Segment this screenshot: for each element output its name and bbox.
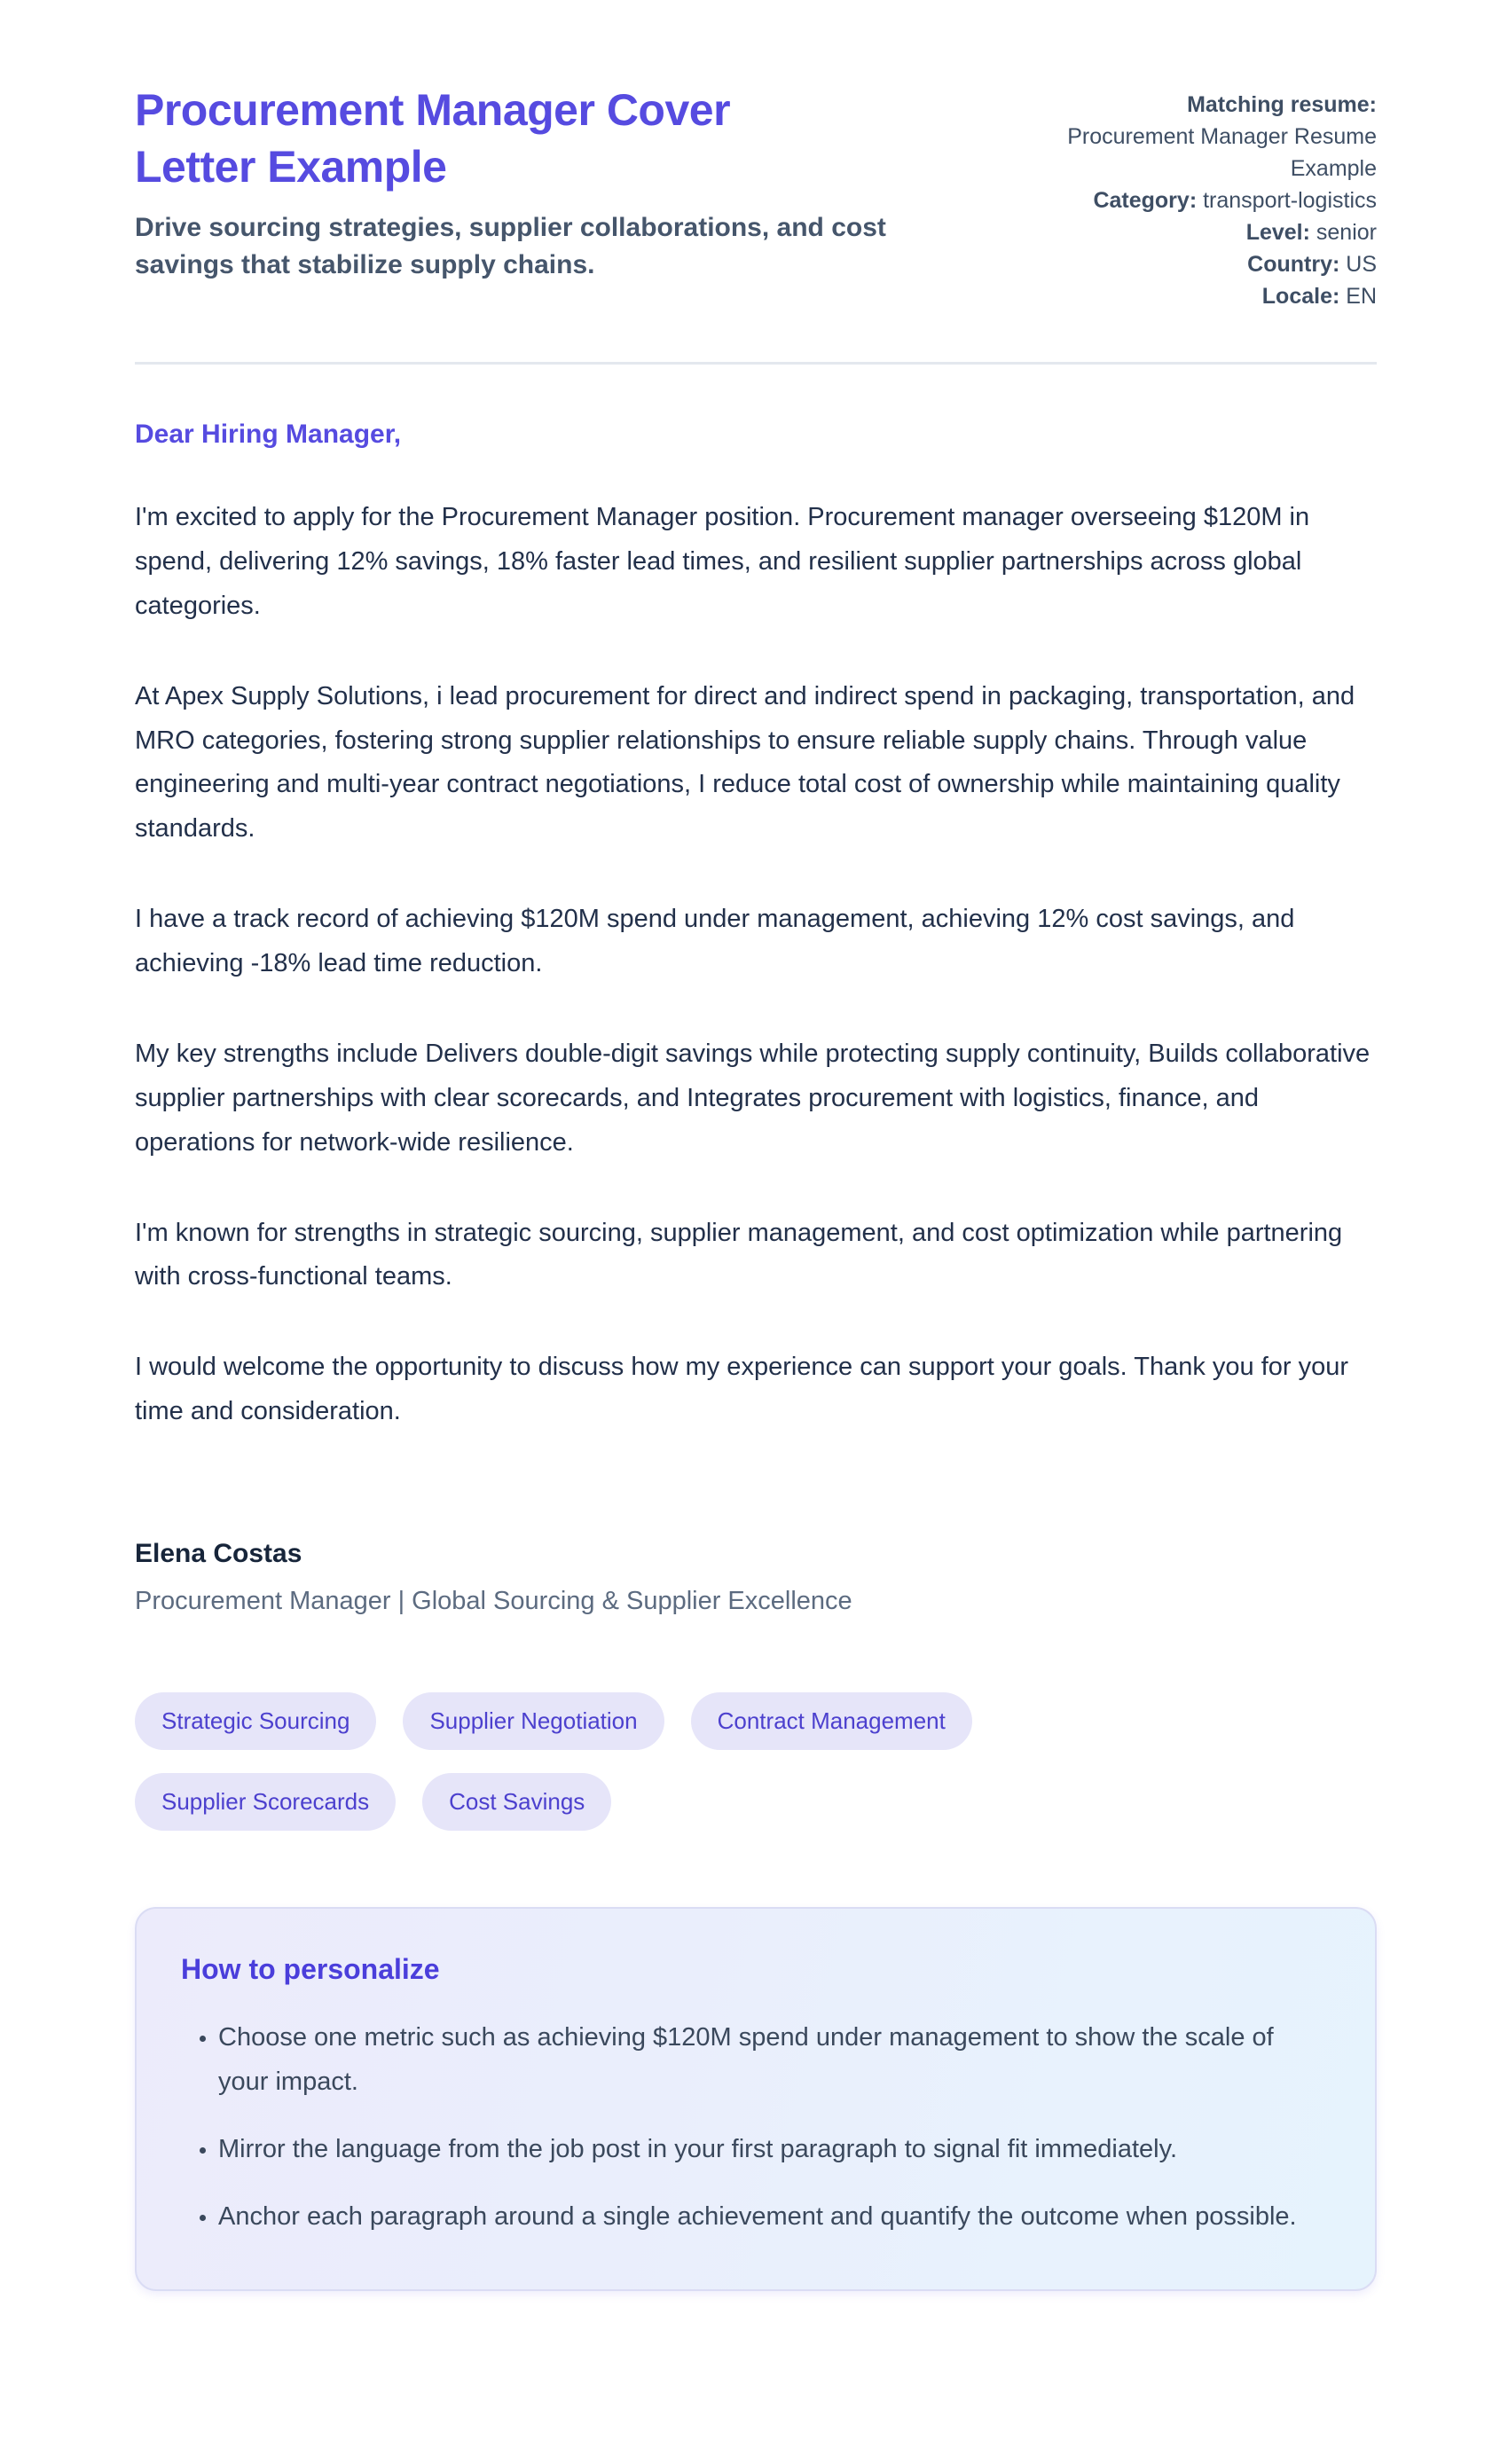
letter-paragraph: I'm excited to apply for the Procurement Manager position. Procurement manager overseeing $120M in spend, delivering 12% savings, 18% faster lead times, and resilient supplier partnerships across global categories. xyxy=(135,503,1310,620)
meta-field-value: transport-logistics xyxy=(1203,188,1377,213)
personalize-title: How to personalize xyxy=(181,1953,440,1986)
title-block xyxy=(135,82,1022,284)
meta-field xyxy=(1057,248,1377,280)
meta-field xyxy=(1057,216,1377,248)
meta-field xyxy=(1057,280,1377,312)
meta-field-label: Locale: xyxy=(1261,284,1340,309)
letter-paragraph: I'm known for strengths in strategic sourcing, supplier management, and cost optimization while partnering with cross-functional teams. xyxy=(135,1218,1343,1291)
skill-tag[interactable]: Cost Savings xyxy=(422,1773,611,1831)
letter-paragraph: I would welcome the opportunity to discuss how my experience can support your goals. Thank you for your time and consideration. xyxy=(135,1353,1349,1426)
skill-tag[interactable]: Contract Management xyxy=(691,1692,972,1750)
meta-field-label: Level: xyxy=(1245,220,1310,245)
signature-name: Elena Costas xyxy=(135,1539,302,1568)
skill-tag[interactable]: Strategic Sourcing xyxy=(135,1692,376,1750)
skill-tags xyxy=(135,1692,1235,1831)
page-subtitle: Drive sourcing strategies, supplier collaborations, and cost savings that stabilize supply chains. xyxy=(135,213,886,279)
skill-tag[interactable]: Supplier Scorecards xyxy=(135,1773,396,1831)
salutation: Dear Hiring Manager, xyxy=(135,420,402,449)
meta-fields xyxy=(1057,184,1377,312)
meta-field-value: senior xyxy=(1316,220,1377,245)
meta-field-label: Country: xyxy=(1247,252,1340,277)
letter-paragraph: I have a track record of achieving $120M spend under management, achieving 12% cost savings, and achieving -18% lead time reduction. xyxy=(135,905,1295,977)
personalize-callout xyxy=(135,1907,1377,2291)
personalize-tip: • Anchor each paragraph around a single achievement and quantify the outcome when possible. xyxy=(218,2195,1322,2240)
meta-field-label: Category: xyxy=(1093,188,1198,213)
personalize-tip: • Choose one metric such as achieving $120M spend under management to show the scale of your impact. xyxy=(218,2016,1322,2105)
header-divider xyxy=(135,362,1377,365)
page-title: Procurement Manager Cover Letter Example xyxy=(135,85,731,192)
page-header xyxy=(135,82,1377,312)
meta-field-value: US xyxy=(1346,252,1377,277)
letter-paragraphs xyxy=(135,496,1377,1434)
personalize-tips xyxy=(181,2016,1322,2240)
matching-resume-link[interactable]: Procurement Manager Resume Example xyxy=(1067,124,1377,181)
signature-title: Procurement Manager | Global Sourcing & Supplier Excellence xyxy=(135,1587,852,1615)
matching-resume-label: Matching resume: xyxy=(1187,92,1377,117)
letter-paragraph: My key strengths include Delivers double-digit savings while protecting supply continuity, Builds collaborative supplier partnerships with clear scorecards, and Integrates procurement with logistics, finance, and operations for network-wide resilience. xyxy=(135,1039,1371,1157)
letter-paragraph: At Apex Supply Solutions, i lead procurement for direct and indirect spend in packaging, transportation, and MRO categories, fostering strong supplier relationships to ensure reliable supply chains. Through value engineering and multi-year contract negotiations, I reduce total cost of ownership while maintaining quality standards. xyxy=(135,681,1355,844)
personalize-tip: • Mirror the language from the job post in your first paragraph to signal fit immediately. xyxy=(218,2128,1322,2172)
skill-tag[interactable]: Supplier Negotiation xyxy=(403,1692,664,1750)
meta-panel xyxy=(1057,82,1377,312)
meta-field xyxy=(1057,184,1377,216)
letter-body xyxy=(135,420,1377,1616)
meta-field-value: EN xyxy=(1346,284,1377,309)
